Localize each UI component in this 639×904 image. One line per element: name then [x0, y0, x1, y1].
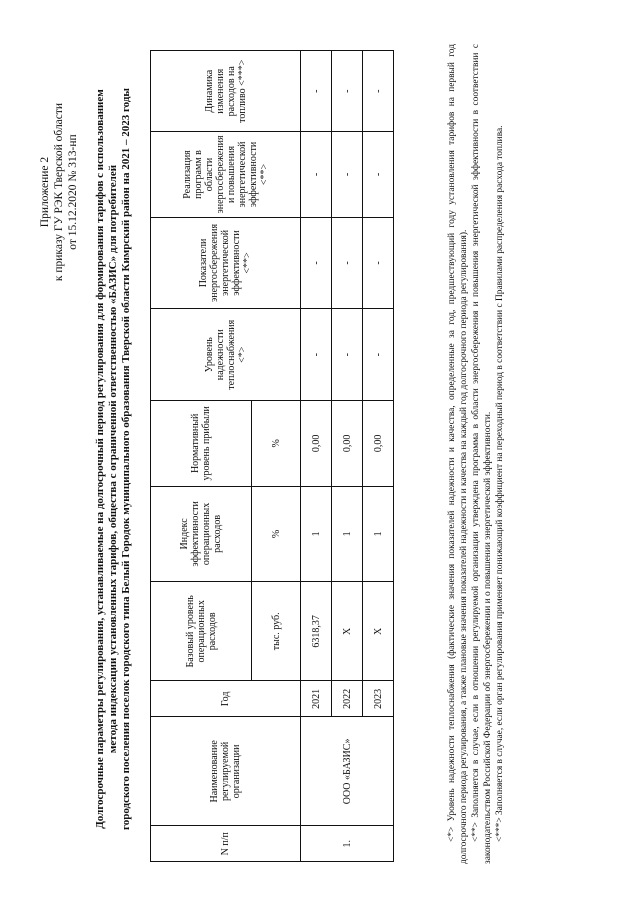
footnote-fuel: <***> Заполняется в случае, если орган регулирования применяет понижающий коэффициент на переходный период в соответствии с Правилами распределения расхода топлива.: [495, 125, 505, 842]
header-org: Наименование регулируемой организации: [151, 717, 301, 826]
table-row: [301, 51, 332, 862]
footnote-reliability: <*> Уровень надежности теплоснабжения (фактические значения показателей надежности и качества, определенные за год, предшествующий году установления тарифов на первый год долгосрочного периода регулирования, а также плановые значения показателей надежности и качества на каждый год долгосрочного периода регулирования).: [447, 44, 469, 864]
header-num: N п/п: [151, 826, 301, 862]
cell-fuel: -: [332, 51, 363, 132]
cell-reliability: -: [301, 309, 332, 401]
cell-year: 2023: [363, 681, 394, 717]
header-index: Индекс эффективности операционных расходов: [151, 486, 252, 582]
unit-index: %: [252, 486, 301, 582]
unit-profit: %: [252, 401, 301, 487]
footnotes: [446, 44, 506, 864]
cell-reliability: -: [332, 309, 363, 401]
cell-index: 1: [301, 486, 332, 582]
cell-profit: 0,00: [363, 401, 394, 487]
header-energy: Показатели энергосбережения энергетической эффективности <**>: [151, 217, 301, 309]
cell-index: 1: [363, 486, 394, 582]
title-line: городского поселения поселок городского типа Белый Городок муниципального образования Тверской области Кимрский район на 2021 – 2023 годы: [120, 88, 132, 831]
cell-fuel: -: [363, 51, 394, 132]
cell-program: -: [301, 132, 332, 217]
document-title: [94, 34, 133, 884]
cell-energy: -: [332, 217, 363, 309]
header-year: Год: [151, 681, 301, 717]
title-line: Долгосрочные параметры регулирования, устанавливаемые на долгосрочный период регулирования для формирования тарифов с использованием: [94, 89, 106, 829]
header-reliability: Уровень надежности теплоснабжения <*>: [151, 309, 301, 401]
cell-program: -: [332, 132, 363, 217]
cell-profit: 0,00: [301, 401, 332, 487]
appendix-header: [38, 62, 80, 322]
cell-year: 2022: [332, 681, 363, 717]
parameters-table: [150, 50, 394, 862]
cell-base: Х: [363, 582, 394, 681]
cell-energy: -: [363, 217, 394, 309]
header-base: Базовый уровень операционных расходов: [151, 582, 252, 681]
header-fuel: Динамика изменения расходов на топливо <***>: [151, 51, 301, 132]
cell-org: ООО «БАЗИС»: [301, 717, 394, 826]
header-profit: Нормативный уровень прибыли: [151, 401, 252, 487]
cell-base: Х: [332, 582, 363, 681]
cell-base: 6318,37: [301, 582, 332, 681]
unit-base: тыс. руб.: [252, 582, 301, 681]
title-line: метода индексации установленных тарифов, общества с ограниченной ответственностью «БАЗИС» для потребителей: [107, 164, 119, 754]
cell-num: 1.: [301, 826, 394, 862]
header-program: Реализация программ в области энергосбережения и повышения энергетической эффективности <**>: [151, 132, 301, 217]
cell-energy: -: [301, 217, 332, 309]
footnote-energy: <**> Заполняется в случае, если в отношении регулируемой организации утверждена программа в области энергосбережения и повышения энергетической эффективности в соответствии с законодательством Российской Федерации об энергосбережении и о повышении энергетической эффективности.: [471, 44, 493, 864]
table-header-row: [151, 51, 252, 862]
cell-fuel: -: [301, 51, 332, 132]
cell-reliability: -: [363, 309, 394, 401]
rotated-sheet: [32, 34, 612, 884]
cell-profit: 0,00: [332, 401, 363, 487]
appendix-line: Приложение 2: [39, 156, 51, 228]
cell-index: 1: [332, 486, 363, 582]
appendix-line: от 15.12.2020 № 313-нп: [67, 134, 79, 250]
cell-year: 2021: [301, 681, 332, 717]
appendix-line: к приказу ГУ РЭК Тверской области: [53, 102, 65, 282]
cell-program: -: [363, 132, 394, 217]
